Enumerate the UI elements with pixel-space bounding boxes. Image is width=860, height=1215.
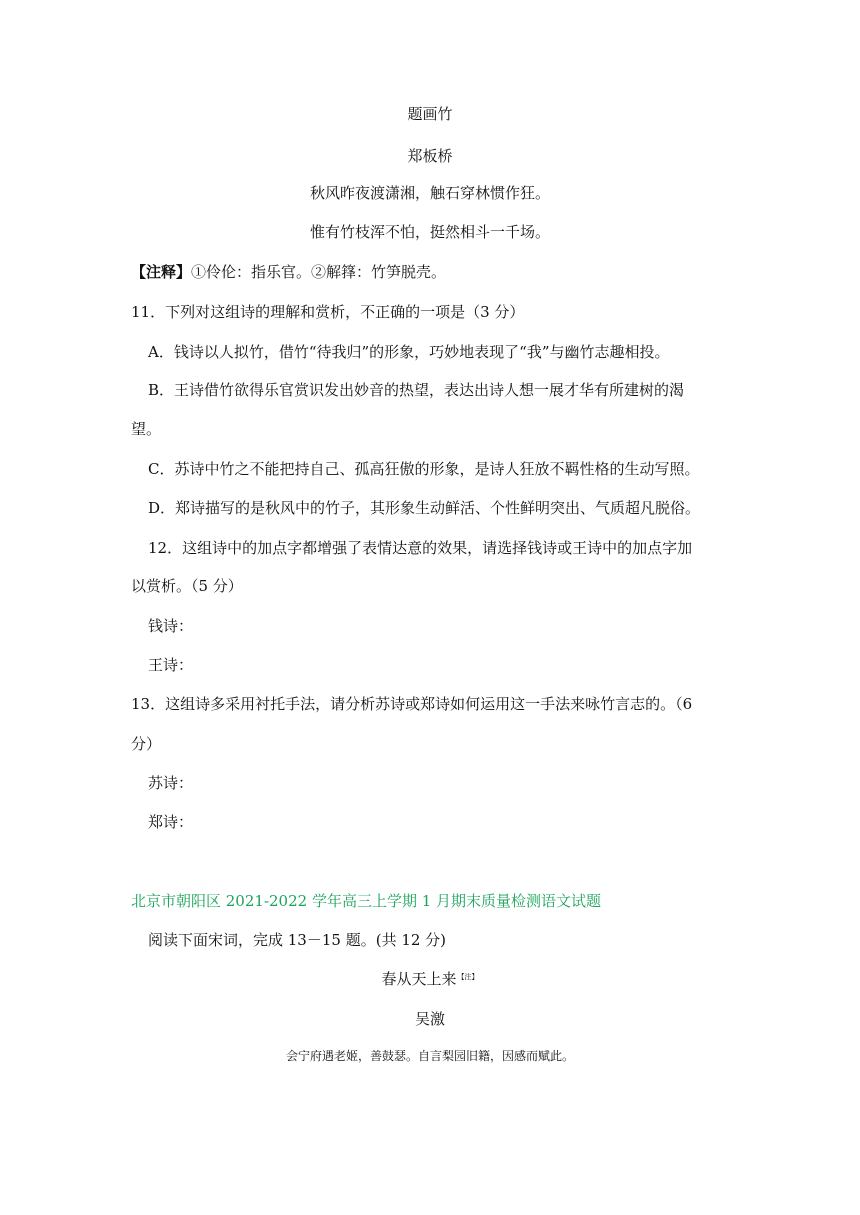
section-heading: 北京市朝阳区 2021-2022 学年高三上学期 1 月期末质量检测语文试题 <box>131 892 602 910</box>
poem-author: 郑板桥 <box>407 147 453 165</box>
question-12-stem: 12．这组诗中的加点字都增强了表情达意的效果，请选择钱诗或王诗中的加点字加 <box>148 539 693 557</box>
poem-title: 题画竹 <box>407 105 453 123</box>
question-12-stem-cont: 以赏析。（5 分） <box>131 577 243 595</box>
question-12-answer-wang: 王诗： <box>148 656 194 674</box>
annotation <box>131 262 446 282</box>
ci-title-text: 春从天上来 <box>381 970 457 988</box>
question-13-answer-zheng: 郑诗： <box>148 813 194 831</box>
ci-author: 吴激 <box>414 1010 445 1028</box>
question-13-stem-cont: 分） <box>131 735 162 753</box>
question-13-answer-su: 苏诗： <box>148 774 194 792</box>
question-11-option-c: C．苏诗中竹之不能把持自己、孤高狂傲的形象，是诗人狂放不羁性格的生动写照。 <box>148 460 700 478</box>
question-12-answer-qian: 钱诗： <box>148 617 194 635</box>
question-11-option-b-cont: 望。 <box>131 420 162 438</box>
ci-title-note: 【注】 <box>457 973 479 981</box>
question-11-option-a: A．钱诗以人拟竹，借竹“待我归”的形象，巧妙地表现了“我”与幽竹志趣相投。 <box>148 343 670 361</box>
question-11-stem: 11．下列对这组诗的理解和赏析，不正确的一项是（3 分） <box>131 303 525 321</box>
poem-line-2: 惟有竹枝浑不怕，挺然相斗一千场。 <box>309 223 550 241</box>
ci-preface: 会宁府遇老姬，善鼓瑟。自言梨园旧籍，因感而赋此。 <box>285 1049 574 1063</box>
question-11-option-b: B．王诗借竹欲得乐官赏识发出妙音的热望，表达出诗人想一展才华有所建树的渴 <box>148 381 685 399</box>
question-13-stem: 13．这组诗多采用衬托手法，请分析苏诗或郑诗如何运用这一手法来咏竹言志的。（6 <box>131 695 693 713</box>
reading-instruction: 阅读下面宋词，完成 13－15 题。(共 12 分) <box>148 931 447 949</box>
question-11-option-d: D．郑诗描写的是秋风中的竹子，其形象生动鲜活、个性鲜明突出、气质超凡脱俗。 <box>148 499 701 517</box>
ci-title <box>0 969 860 989</box>
annotation-text: ①伶伦：指乐官。②解箨：竹笋脱壳。 <box>191 263 447 281</box>
poem-line-1: 秋风昨夜渡潇湘，触石穿林惯作狂。 <box>309 184 550 202</box>
annotation-label: 【注释】 <box>131 263 192 281</box>
